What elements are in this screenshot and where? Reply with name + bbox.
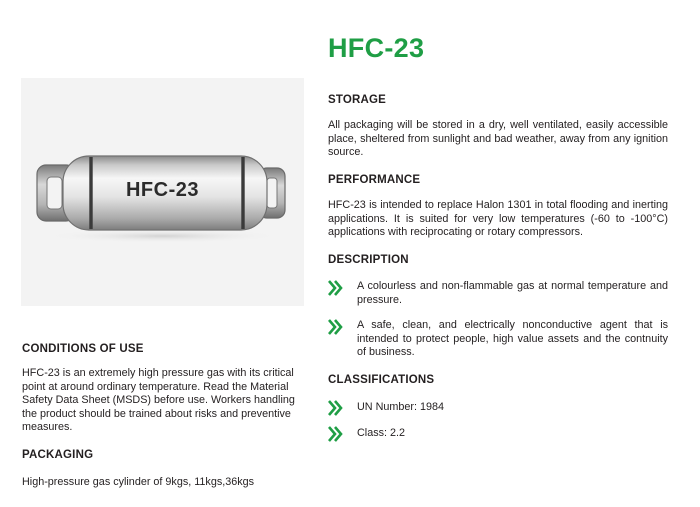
packaging-text: High-pressure gas cylinder of 9kgs, 11kgs,36kgs bbox=[22, 476, 255, 488]
list-item bbox=[328, 319, 668, 363]
description-heading: DESCRIPTION bbox=[328, 254, 409, 266]
packaging-heading: PACKAGING bbox=[22, 449, 94, 461]
cylinder-label: HFC-23 bbox=[125, 179, 199, 201]
performance-heading: PERFORMANCE bbox=[328, 174, 421, 186]
list-item bbox=[328, 280, 668, 310]
description-item-text: A safe, clean, and electrically nonconductive agent that is intended to protect people, high value assets and the contnuity of business. bbox=[357, 319, 668, 359]
chevron-bullet-icon bbox=[328, 280, 344, 296]
product-image bbox=[21, 78, 304, 306]
classifications-heading: CLASSIFICATIONS bbox=[328, 374, 435, 386]
performance-text: HFC-23 is intended to replace Halon 1301 in total flooding and inerting applications. It is suited for very low temperatures (-60 to -100°C) applications with reciprocating or rotary compressors. bbox=[328, 199, 668, 239]
description-item-text: A colourless and non-flammable gas at normal temperature and pressure. bbox=[357, 280, 668, 306]
chevron-bullet-icon bbox=[328, 426, 344, 442]
list-item bbox=[328, 400, 668, 416]
list-item bbox=[328, 426, 668, 442]
storage-text: All packaging will be stored in a dry, well ventilated, easily accessible place, sheltered from sunlight and bad weather, away from any ignition source. bbox=[328, 119, 668, 159]
conditions-heading: CONDITIONS OF USE bbox=[22, 343, 144, 355]
conditions-text: HFC-23 is an extremely high pressure gas with its critical point at around ordinary temperature. Read the Material Safety Data Sheet (MSDS) before use. Workers handling the product should be trained about risks and preventive measures. bbox=[22, 367, 295, 434]
classification-item-text: UN Number: 1984 bbox=[357, 401, 445, 413]
classification-item-text: Class: 2.2 bbox=[357, 427, 406, 439]
page-title: HFC-23 bbox=[328, 33, 425, 63]
chevron-bullet-icon bbox=[328, 400, 344, 416]
storage-heading: STORAGE bbox=[328, 94, 387, 106]
chevron-bullet-icon bbox=[328, 319, 344, 335]
